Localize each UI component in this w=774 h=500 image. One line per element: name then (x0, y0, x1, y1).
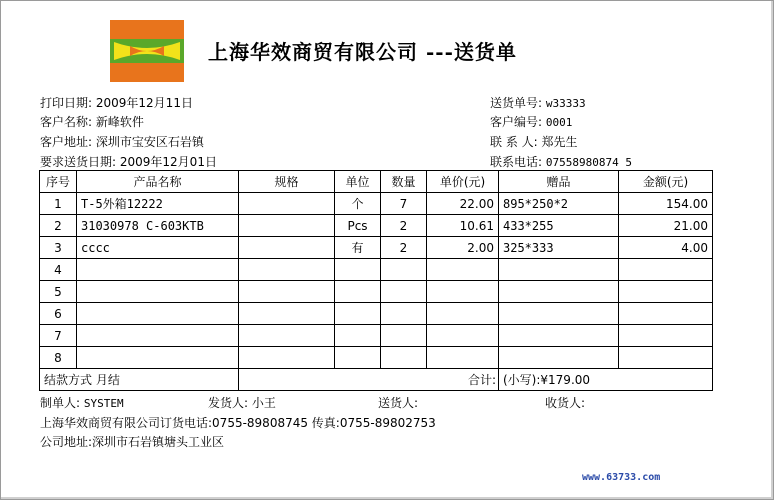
cell-index: 2 (40, 215, 77, 237)
cell-quantity: 2 (381, 237, 427, 259)
receiver: 收货人: (545, 396, 586, 410)
contact-phone: 联系电话: 07558980874 5 (490, 155, 632, 169)
contact-person: 联 系 人: 郑先生 (490, 135, 578, 149)
cell-spec (239, 281, 335, 303)
contact-line: 上海华效商贸有限公司订货电话:0755-89808745 传真:0755-89802753 (40, 416, 436, 430)
total-label: 合计: (239, 369, 499, 391)
delivery-number: 送货单号: w33333 (490, 96, 586, 110)
cell-index: 3 (40, 237, 77, 259)
table-row (40, 215, 713, 237)
customer-name: 客户名称: 新峰软件 (40, 115, 144, 129)
payment-terms: 结款方式 月结 (40, 369, 239, 391)
cell-unit-price: 22.00 (427, 193, 499, 215)
cell-unit-price (427, 259, 499, 281)
delivery-table (39, 170, 713, 391)
cell-spec (239, 347, 335, 369)
customer-address: 客户地址: 深圳市宝安区石岩镇 (40, 135, 204, 149)
cell-spec (239, 303, 335, 325)
cell-unit: 个 (335, 193, 381, 215)
cell-amount (619, 347, 713, 369)
cell-amount (619, 259, 713, 281)
cell-quantity (381, 281, 427, 303)
document-title: 上海华效商贸有限公司 ---送货单 (208, 40, 517, 64)
cell-unit-price (427, 347, 499, 369)
cell-gift (499, 281, 619, 303)
cell-quantity (381, 325, 427, 347)
table-row (40, 193, 713, 215)
cell-spec (239, 215, 335, 237)
header-amount: 金额(元) (619, 171, 713, 193)
table-header-row (40, 171, 713, 193)
table-row (40, 259, 713, 281)
cell-amount: 4.00 (619, 237, 713, 259)
cell-quantity (381, 259, 427, 281)
cell-unit: 有 (335, 237, 381, 259)
header-spec: 规格 (239, 171, 335, 193)
customer-number: 客户编号: 0001 (490, 115, 573, 129)
table-row (40, 237, 713, 259)
table-row (40, 303, 713, 325)
cell-product-name: T-5外箱12222 (77, 193, 239, 215)
cell-amount (619, 281, 713, 303)
summary-row (40, 369, 713, 391)
table-row (40, 325, 713, 347)
preparer: 制单人: SYSTEM (40, 396, 124, 410)
company-logo (110, 20, 184, 82)
address-line: 公司地址:深圳市石岩镇塘头工业区 (40, 435, 225, 449)
cell-spec (239, 259, 335, 281)
cell-gift: 325*333 (499, 237, 619, 259)
cell-unit (335, 325, 381, 347)
print-date: 打印日期: 2009年12月11日 (40, 96, 193, 110)
header-index: 序号 (40, 171, 77, 193)
cell-unit (335, 303, 381, 325)
cell-unit (335, 259, 381, 281)
cell-gift (499, 347, 619, 369)
cell-index: 7 (40, 325, 77, 347)
cell-unit: Pcs (335, 215, 381, 237)
cell-unit (335, 281, 381, 303)
cell-product-name (77, 259, 239, 281)
header-quantity: 数量 (381, 171, 427, 193)
cell-product-name: 31030978 C-603KTB (77, 215, 239, 237)
cell-quantity: 7 (381, 193, 427, 215)
cell-unit-price (427, 281, 499, 303)
cell-spec (239, 325, 335, 347)
cell-unit-price: 10.61 (427, 215, 499, 237)
cell-amount (619, 303, 713, 325)
cell-unit (335, 347, 381, 369)
table-row (40, 281, 713, 303)
cell-quantity (381, 347, 427, 369)
header-unit-price: 单价(元) (427, 171, 499, 193)
cell-amount: 154.00 (619, 193, 713, 215)
cell-quantity (381, 303, 427, 325)
cell-gift: 895*250*2 (499, 193, 619, 215)
watermark: www.63733.com (582, 472, 661, 483)
deliverer: 送货人: (378, 396, 419, 410)
cell-product-name (77, 281, 239, 303)
cell-index: 8 (40, 347, 77, 369)
required-delivery-date: 要求送货日期: 2009年12月01日 (40, 155, 217, 169)
cell-product-name (77, 347, 239, 369)
cell-gift: 433*255 (499, 215, 619, 237)
header-unit: 单位 (335, 171, 381, 193)
table-row (40, 347, 713, 369)
header-gift: 赠品 (499, 171, 619, 193)
cell-unit-price (427, 325, 499, 347)
header-product-name: 产品名称 (77, 171, 239, 193)
cell-quantity: 2 (381, 215, 427, 237)
cell-index: 5 (40, 281, 77, 303)
cell-spec (239, 237, 335, 259)
shipper: 发货人: 小王 (208, 396, 276, 410)
cell-product-name (77, 303, 239, 325)
cell-gift (499, 259, 619, 281)
cell-product-name (77, 325, 239, 347)
cell-unit-price (427, 303, 499, 325)
cell-index: 4 (40, 259, 77, 281)
cell-unit-price: 2.00 (427, 237, 499, 259)
cell-spec (239, 193, 335, 215)
cell-index: 6 (40, 303, 77, 325)
cell-product-name: cccc (77, 237, 239, 259)
cell-amount (619, 325, 713, 347)
cell-index: 1 (40, 193, 77, 215)
total-value: (小写):¥179.00 (499, 369, 713, 391)
cell-gift (499, 303, 619, 325)
cell-gift (499, 325, 619, 347)
cell-amount: 21.00 (619, 215, 713, 237)
